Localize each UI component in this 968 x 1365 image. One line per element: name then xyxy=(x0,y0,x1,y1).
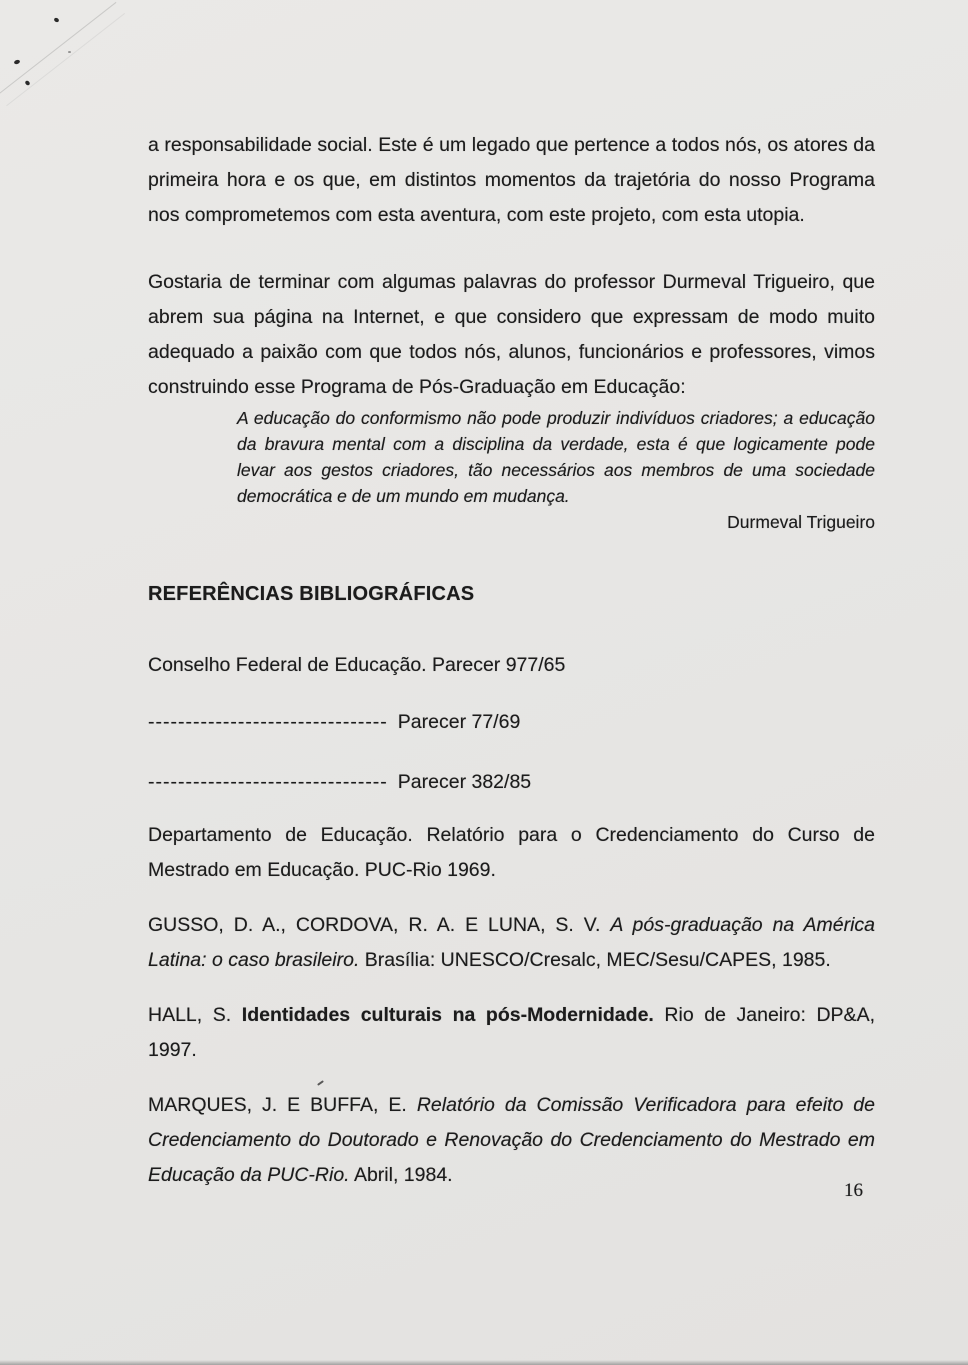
reference-text: Departamento de Educação. Relatório para o Credenciamento do Curso de Mestrado em Educação. PUC-Rio 1969. xyxy=(148,824,875,881)
reference-entry xyxy=(148,818,875,888)
reference-authors: GUSSO, D. A., CORDOVA, R. A. E LUNA, S. V. xyxy=(148,914,611,936)
quote-text: A educação do conformismo não pode produzir indivíduos criadores; a educação da bravura mental com a disciplina da verdade, esta é que logicamente pode levar aos gestos criadores, tão necessários aos membros de uma sociedade democrática e de um mundo em mudança. xyxy=(237,408,875,506)
quote-attribution: Durmeval Trigueiro xyxy=(727,512,875,532)
reference-text: Parecer 382/85 xyxy=(397,771,532,793)
reference-date: Abril, 1984. xyxy=(349,1164,453,1186)
block-quote xyxy=(237,405,875,535)
reference-text: Conselho Federal de Educação. Parecer 977/65 xyxy=(148,654,566,676)
reference-authors: MARQUES, J. E BUFFA, E. xyxy=(148,1094,417,1116)
body-paragraph: a responsabilidade social. Este é um legado que pertence a todos nós, os atores da primeira hora e os que, em distintos momentos da trajetória do nosso Programa nos comprometemos com esta aventura, com este projeto, com esta utopia. xyxy=(148,134,875,226)
reference-publisher: Brasília: UNESCO/Cresalc, MEC/Sesu/CAPES, 1985. xyxy=(359,949,831,971)
reference-publisher: Rio de Janeiro: DP&A, 1997. xyxy=(148,1004,875,1061)
reference-entry xyxy=(148,648,875,683)
body-paragraph: Gostaria de terminar com algumas palavras do professor Durmeval Trigueiro, que abrem sua página na Internet, e que considero que expressam de modo muito adequado a paixão com que todos nós, alunos, funcionários e professores, vimos construindo esse Programa de Pós-Graduação em Educação: xyxy=(148,271,875,398)
page-number: 16 xyxy=(844,1180,863,1201)
reference-title: Relatório da Comissão Verificadora para efeito de Credenciamento do Doutorado e Renovação do Credenciamento do Mestrado em Educação da PUC-Rio. xyxy=(148,1094,875,1186)
reference-entry xyxy=(148,998,875,1068)
references-heading: REFERÊNCIAS BIBLIOGRÁFICAS xyxy=(148,583,475,605)
reference-entry xyxy=(148,765,875,800)
reference-authors: HALL, S. xyxy=(148,1004,242,1026)
ditto-dashes: -------------------------------- xyxy=(148,771,388,793)
reference-title: A pós-graduação na América Latina: o caso brasileiro. xyxy=(148,914,875,971)
scan-edge xyxy=(0,1360,968,1365)
reference-text: Parecer 77/69 xyxy=(397,711,521,733)
reference-title: Identidades culturais na pós-Modernidade. xyxy=(241,1004,654,1026)
ditto-dashes: -------------------------------- xyxy=(148,711,388,733)
reference-entry xyxy=(148,908,875,978)
reference-entry xyxy=(148,705,875,740)
